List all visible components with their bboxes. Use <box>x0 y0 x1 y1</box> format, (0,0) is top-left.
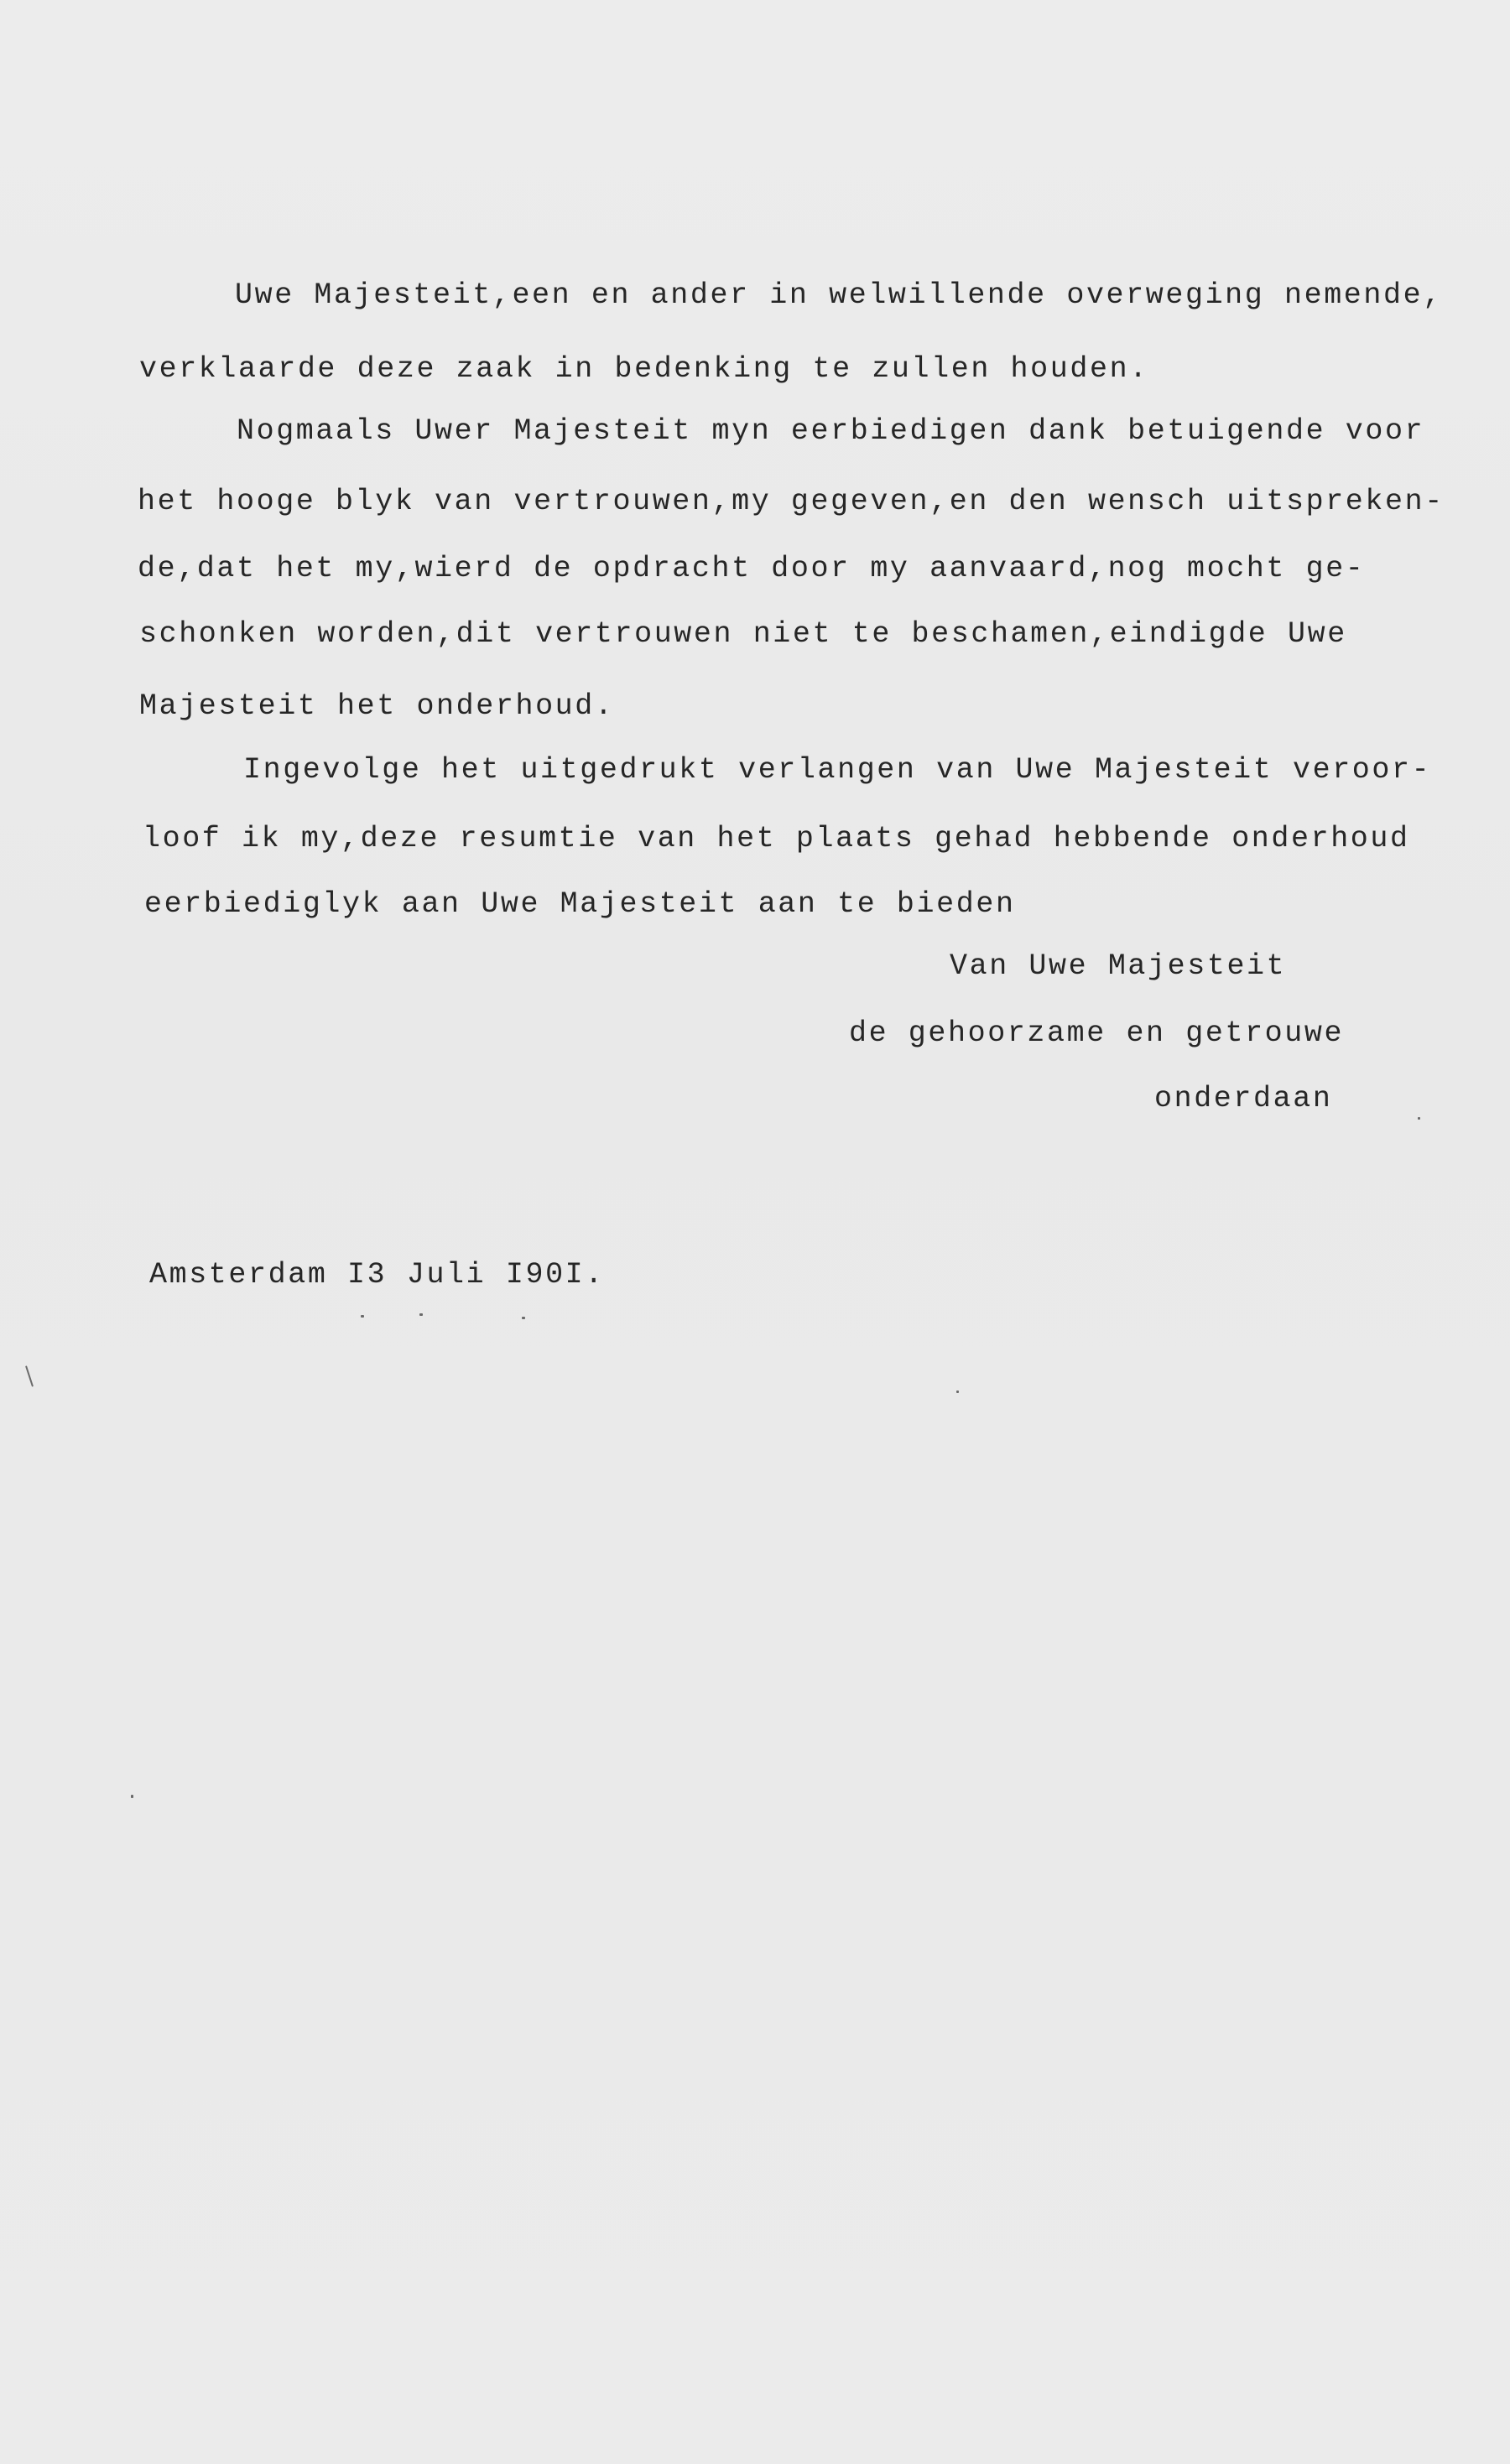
scan-mark <box>361 1315 364 1318</box>
text-line: eerbiediglyk aan Uwe Majesteit aan te bieden <box>144 887 1016 921</box>
closing-signature: onderdaan <box>1154 1082 1333 1115</box>
closing-line: Van Uwe Majesteit <box>950 949 1287 983</box>
scan-mark <box>1418 1117 1420 1120</box>
place-date: Amsterdam I3 Juli I90I. <box>149 1258 605 1292</box>
scan-mark <box>131 1795 133 1798</box>
text-line: schonken worden,dit vertrouwen niet te beschamen,eindigde Uwe <box>139 617 1347 651</box>
text-line: het hooge blyk van vertrouwen,my gegeven,en den wensch uitspreken- <box>138 485 1445 518</box>
text-line: Uwe Majesteit,een en ander in welwillende overweging nemende, <box>235 278 1443 312</box>
scan-mark <box>956 1391 959 1393</box>
scan-mark <box>419 1313 423 1316</box>
text-line: de,dat het my,wierd de opdracht door my aanvaard,nog mocht ge- <box>138 552 1366 585</box>
text-line: verklaarde deze zaak in bedenking te zullen houden. <box>139 352 1149 386</box>
scan-mark <box>522 1317 525 1319</box>
text-line: Majesteit het onderhoud. <box>139 689 615 723</box>
closing-line: de gehoorzame en getrouwe <box>849 1016 1345 1050</box>
text-line: loof ik my,deze resumtie van het plaats gehad hebbende onderhoud <box>143 822 1410 855</box>
scan-mark <box>25 1365 34 1386</box>
text-line: Nogmaals Uwer Majesteit myn eerbiedigen dank betuigende voor <box>237 414 1425 448</box>
text-line: Ingevolge het uitgedrukt verlangen van Uwe Majesteit veroor- <box>243 753 1432 787</box>
